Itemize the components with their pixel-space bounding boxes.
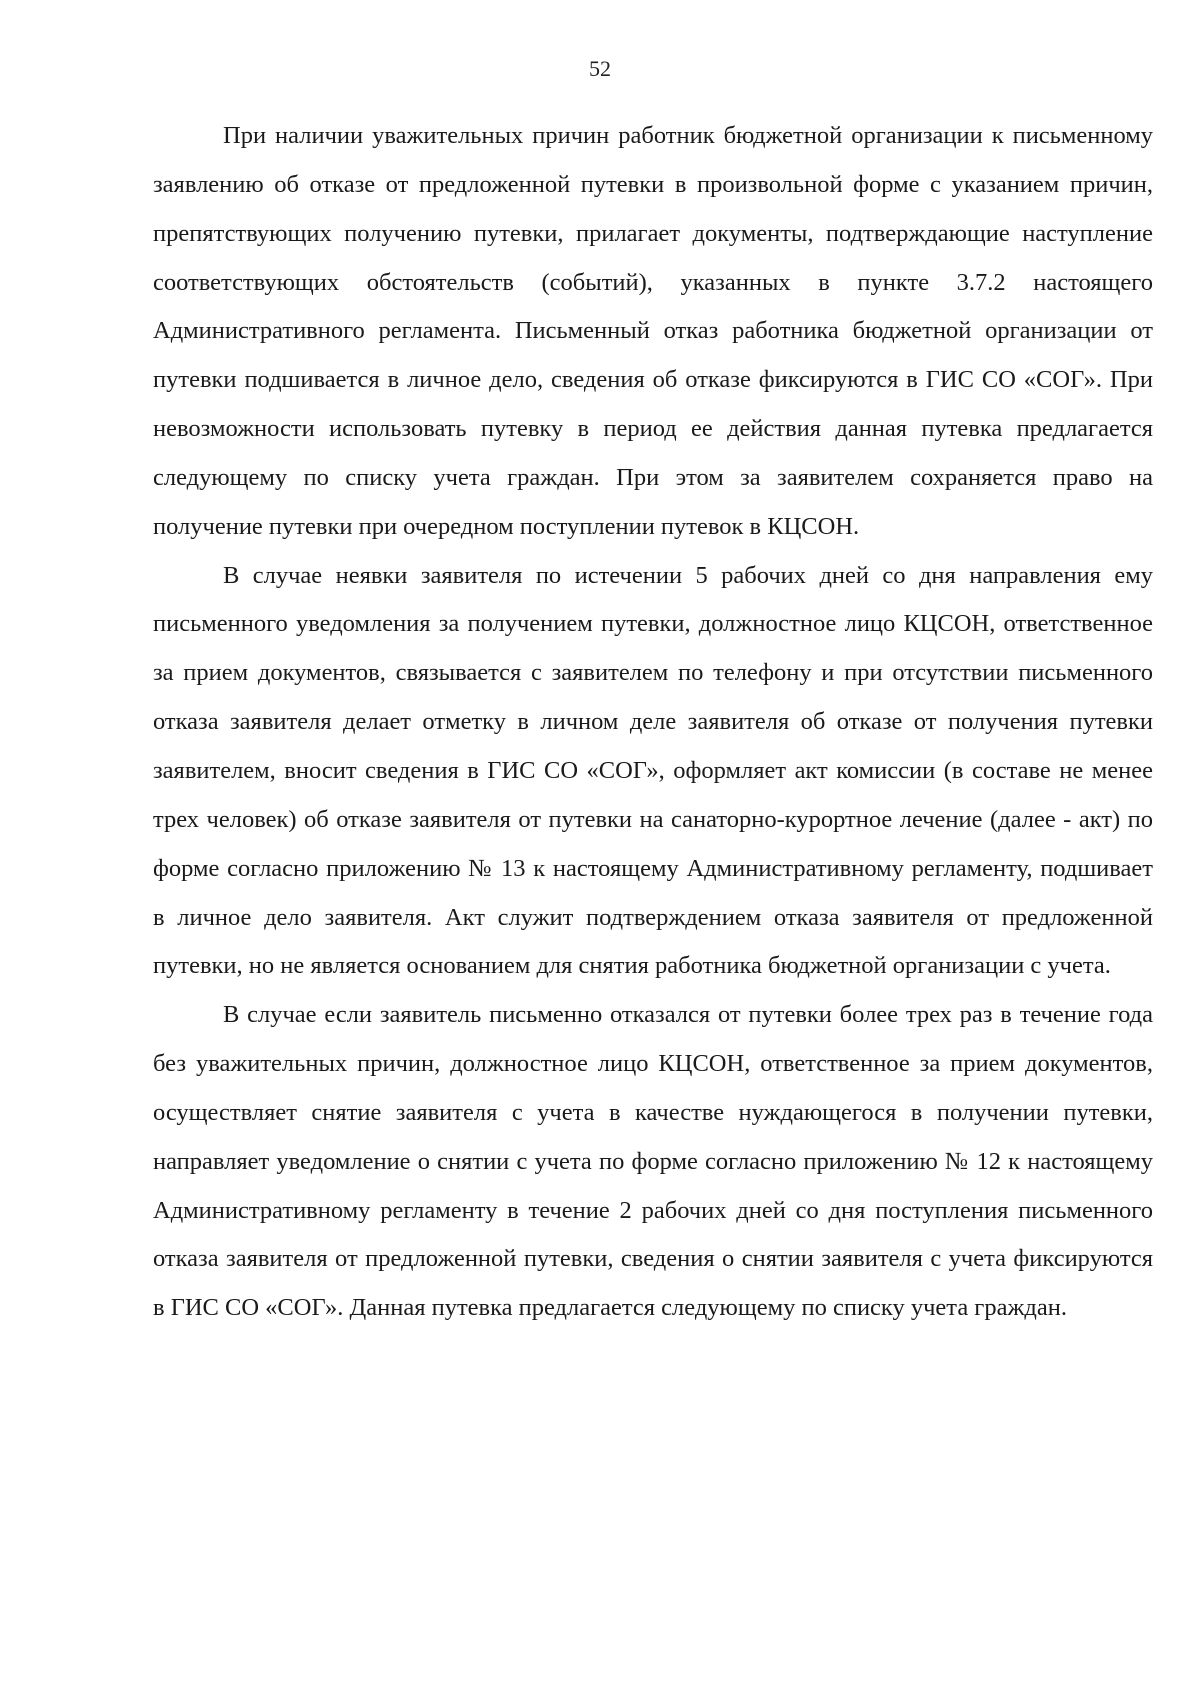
page-number: 52 [589, 56, 611, 81]
paragraph-refusal-valid-reasons: При наличии уважительных причин работник бюджетной организации к письменному заявлению об отказе от предложенной путевки в произвольной форме с указанием причин, препятствующих получению путевки, прилагает документы, подтверждающие наступление соответствующих обстоятельств (событий), указанных в пункте 3.7.2 настоящего Административного регламента. Письменный отказ работника бюджетной организации от путевки подшивается в личное дело, сведения об отказе фиксируются в ГИС СО «СОГ». При невозможности использовать путевку в период ее действия данная путевка предлагается следующему по списку учета граждан. При этом за заявителем сохраняется право на получение путевки при очередном поступлении путевок в КЦСОН. [153, 122, 1153, 540]
document-body [153, 112, 1153, 1333]
paragraph-deregistration: В случае если заявитель письменно отказался от путевки более трех раз в течение года без уважительных причин, должностное лицо КЦСОН, ответственное за прием документов, осуществляет снятие заявителя с учета в качестве нуждающегося в получении путевки, направляет уведомление о снятии с учета по форме согласно приложению № 12 к настоящему Административному регламенту в течение 2 рабочих дней со дня поступления письменного отказа заявителя от предложенной путевки, сведения о снятии заявителя с учета фиксируются в ГИС СО «СОГ». Данная путевка предлагается следующему по списку учета граждан. [153, 1001, 1153, 1322]
paragraph-no-show: В случае неявки заявителя по истечении 5 рабочих дней со дня направления ему письменного уведомления за получением путевки, должностное лицо КЦСОН, ответственное за прием документов, связывается с заявителем по телефону и при отсутствии письменного отказа заявителя делает отметку в личном деле заявителя об отказе от получения путевки заявителем, вносит сведения в ГИС СО «СОГ», оформляет акт комиссии (в составе не менее трех человек) об отказе заявителя от путевки на санаторно-курортное лечение (далее - акт) по форме согласно приложению № 13 к настоящему Административному регламенту, подшивает в личное дело заявителя. Акт служит подтверждением отказа заявителя от предложенной путевки, но не является основанием для снятия работника бюджетной организации с учета. [153, 561, 1153, 980]
